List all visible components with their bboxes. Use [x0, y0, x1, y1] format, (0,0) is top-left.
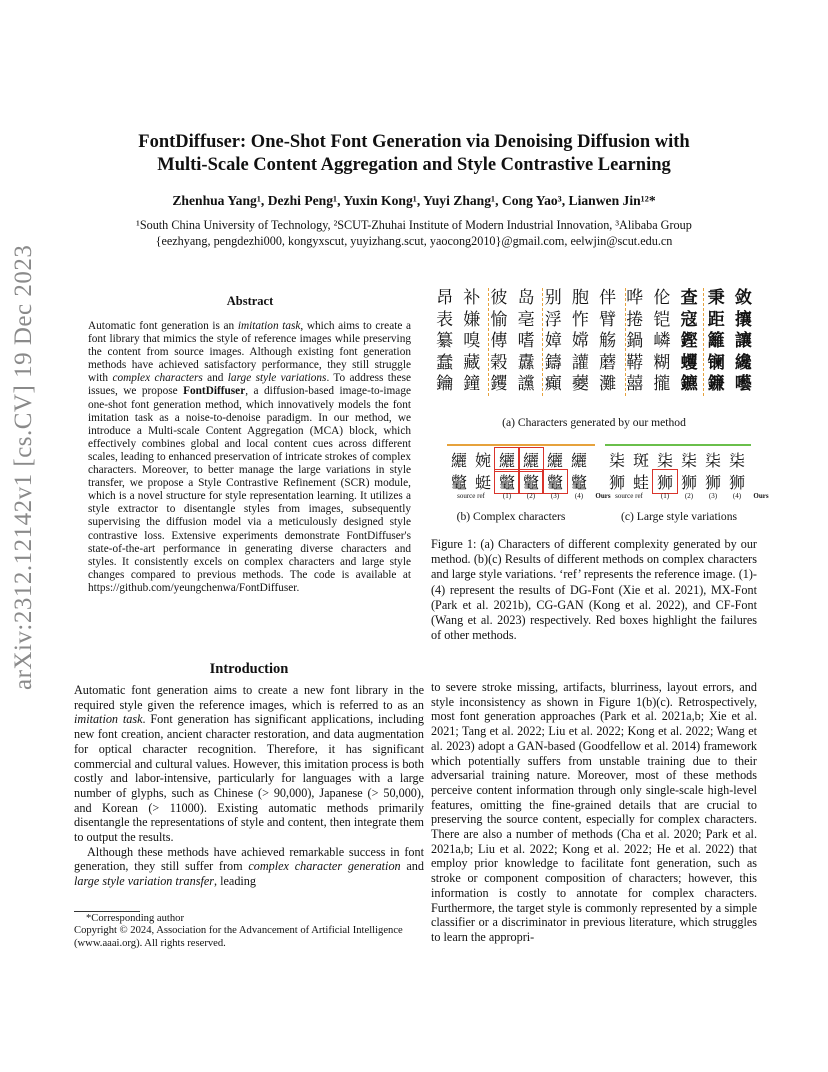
glyph: 彼	[490, 288, 508, 308]
glyph: 蛙	[632, 473, 649, 492]
column-label: (1)	[502, 492, 512, 500]
arxiv-id: arXiv:2312.12142v1 [cs.CV] 19 Dec 2023	[10, 244, 37, 690]
glyph: 囍	[626, 374, 644, 394]
glyph: 柒	[680, 451, 697, 470]
right-column-body: to severe stroke missing, artifacts, blurriness, layout errors, and style inconsistency as shown in Figure 1(b)(c). Retrospectively, most font generation approaches (Park et al. 2021a,b; Xie et al. 2021; Tang et al. 2022; Liu et al. 2022; Kong et al. 2022; Wang et al. 2023) adopt a GAN-based (Goodfellow et al. 2014) framework which potentially suffers from unstable training due to their adversarial training nature. Moreover, most of these methods perceive content information through only single-scale high-level features, omitting the fine-grained details that are crucial to preserving the source content, especially for complex characters. There are also a number of methods (Cha et al. 2020; Park et al. 2021a,b; Liu et al. 2022; Kong et al. 2022; He et al. 2022) that employ prior knowledge to facilitate font generation, such as stroke or component composition of characters; however, this information is costly to annotate for complex characters. Furthermore, the target style is commonly represented by a simple classifier or a discriminator in previous literature, which struggles to learn the appropri-	[431, 680, 757, 944]
column-label: (2)	[526, 492, 536, 500]
glyph: 纚	[570, 451, 587, 470]
large-row-1	[605, 448, 749, 471]
glyph: 榖	[490, 352, 508, 373]
glyph: 敛	[734, 288, 752, 308]
glyph: 鏗	[680, 331, 698, 351]
complex-labels	[447, 492, 615, 500]
intro-paragraph-1: Automatic font generation aims to create a new font library in the required style given the reference images, which is referred to as an imitation task. Font generation has significant applications, including new font creation, ancient character restoration, and data augmentation for optical character recognition. Therefore, it has significant commercial and cultural values. However, this imitation process is both costly and labor-intensive, particularly for languages with a large number of glyphs, such as Chinese (> 90,000), Japanese (> 50,000), and Korean (> 11000). Existing automatic methods primarily disentangle the representations of style and content, then integrate them to output the results.	[74, 683, 424, 845]
corresponding-author-note: *Corresponding author	[86, 913, 184, 924]
glyph: 补	[463, 288, 481, 308]
glyph: 傳	[490, 331, 508, 351]
column-label: source ref	[457, 492, 485, 500]
glyph: 浮	[544, 309, 562, 330]
glyph: 嗜	[517, 331, 535, 351]
glyph: 狮	[680, 473, 697, 492]
glyph: 伴	[599, 288, 617, 308]
glyph: 龞	[495, 470, 519, 493]
glyph: 纚	[495, 448, 519, 471]
glyph: 昂	[436, 288, 454, 308]
caption-a: (a) Characters generated by our method	[502, 416, 686, 429]
column-label: (1)	[660, 492, 670, 500]
glyph: 纚	[450, 451, 467, 470]
glyph: 鞯	[626, 352, 644, 373]
glyph: 胞	[571, 288, 589, 308]
glyph: 斑	[632, 451, 649, 470]
column-label: Ours	[595, 492, 611, 500]
glyph: 愉	[490, 309, 508, 330]
figure-1-caption: Figure 1: (a) Characters of different complexity generated by our method. (b)(c) Results of different methods on complex characters and large style variations. ‘ref’ represents the reference image. (1)-(4) represent the results of DG-Font (Xie et al. 2021), MX-Font (Park et al. 2021b), CG-GAN (Kong et al. 2022), and CF-Font (Wang et al. 2023) respectively. Red boxes highlight the failures of other methods.	[431, 537, 757, 643]
authors: Zhenhua Yang¹, Dezhi Peng¹, Yuxin Kong¹, Yuyi Zhang¹, Cong Yao³, Lianwen Jin¹²*	[172, 193, 656, 208]
glyph: 铠	[653, 309, 671, 330]
emails: {eezhyang, pengdezhi000, kongyxscut, yuyizhang.scut, yaocong2010}@gmail.com, eelwjin@scut.edu.cn	[155, 234, 673, 248]
glyph: 婉	[474, 451, 491, 470]
complex-row-2	[447, 470, 591, 493]
glyph: 蜓	[474, 473, 491, 492]
glyph: 龞	[450, 473, 467, 492]
glyph: 嶙	[653, 331, 671, 351]
divider	[488, 288, 489, 396]
glyph: 籬	[707, 331, 725, 351]
glyph: 蠼	[680, 352, 698, 373]
glyph: 距	[707, 309, 725, 330]
glyph: 攘	[734, 309, 752, 330]
copyright-note: Copyright © 2024, Association for the Advancement of Artificial Intelligence (www.aaai.org). All rights reserved.	[74, 925, 403, 949]
glyph: 囈	[734, 374, 752, 394]
large-labels	[605, 492, 773, 500]
glyph: 岛	[517, 288, 535, 308]
glyph: 虁	[571, 374, 589, 394]
glyph: 藏	[463, 352, 481, 373]
glyph: 嫌	[463, 309, 481, 330]
column-label: source ref	[615, 492, 643, 500]
glyph: 纚	[519, 448, 543, 471]
glyph: 纔	[734, 352, 752, 373]
glyph: 龞	[519, 470, 543, 493]
footnote-rule	[74, 911, 140, 912]
complex-row-1	[447, 448, 591, 471]
glyph: 钁	[490, 374, 508, 394]
column-label: (3)	[550, 492, 560, 500]
glyph: 狮	[728, 473, 745, 492]
divider	[703, 288, 704, 396]
glyph: 癲	[544, 374, 562, 394]
column-label: (2)	[684, 492, 694, 500]
intro-paragraph-2: Although these methods have achieved remarkable success in font generation, they still suffer from complex character generation and large style variation transfer, leading	[74, 844, 424, 889]
abstract-heading: Abstract	[226, 294, 274, 308]
divider	[625, 288, 626, 396]
title-line-2: Multi-Scale Content Aggregation and Style Contrastive Learning	[157, 155, 671, 175]
glyph: 狮	[653, 470, 677, 493]
glyph: 捲	[626, 309, 644, 330]
glyph: 狮	[704, 473, 721, 492]
introduction-body	[74, 683, 424, 889]
glyph: 鍋	[626, 331, 644, 351]
glyph: 纚	[546, 451, 563, 470]
glyph: 嫦	[571, 331, 589, 351]
glyph: 讓	[734, 331, 752, 351]
glyph: 伦	[653, 288, 671, 308]
glyph: 龞	[570, 473, 587, 492]
column-label: (3)	[708, 492, 718, 500]
introduction-heading: Introduction	[209, 661, 289, 677]
glyph: 嗅	[463, 331, 481, 351]
glyph: 纂	[436, 331, 454, 351]
title-line-1: FontDiffuser: One-Shot Font Generation via Denoising Diffusion with	[138, 132, 690, 152]
glyph: 怍	[571, 309, 589, 330]
glyph: 嫜	[544, 331, 562, 351]
glyph: 纛	[517, 352, 535, 373]
glyph: 别	[544, 288, 562, 308]
footnote	[74, 913, 424, 950]
figure-1	[431, 286, 769, 526]
glyph: 臂	[599, 309, 617, 330]
glyph: 蠢	[436, 352, 454, 373]
glyph: 寇	[680, 309, 698, 330]
glyph: 鐘	[463, 374, 481, 394]
abstract-body: Automatic font generation is an imitation task, which aims to create a font library that mimics the style of reference images while preserving the content from source images. Although existing font generation methods have achieved satisfactory performance, they still struggle with complex characters and large style variations. To address these issues, we propose FontDiffuser, a diffusion-based image-to-image one-shot font generation method, which innovatively models the font imitation task as a noise-to-denoise paradigm. In our method, we introduce a Multi-scale Content Aggregation (MCA) block, which effectively combines global and local content cues across different scales, leading to enhanced preservation of intricate strokes of complex characters. Moreover, to better manage the large variations in style transfer, we propose a Style Contrastive Refinement (SCR) module, which is a novel structure for style representation learning. It utilizes a style extractor to disentangle styles from images, subsequently supervising the diffusion model via a meticulously designed style contrastive loss. Extensive experiments demonstrate FontDiffuser's state-of-the-art performance in generating diverse characters and styles. It consistently excels on complex characters and large style changes compared to previous methods. The code is available at https://github.com/yeungchenwa/FontDiffuser.	[88, 320, 411, 594]
glyph: 鑰	[436, 374, 454, 394]
glyph: 狮	[608, 473, 625, 492]
glyph: 柒	[608, 451, 625, 470]
glyph: 鐮	[707, 374, 725, 394]
glyph: 哗	[626, 288, 644, 308]
column-label: (4)	[732, 492, 742, 500]
glyph: 秉	[707, 288, 725, 308]
glyph: 查	[680, 288, 698, 308]
paper-title	[90, 131, 738, 177]
generated-characters-grid	[431, 288, 757, 396]
column-label: (4)	[574, 492, 584, 500]
large-row-2	[605, 470, 749, 493]
affiliations: ¹South China University of Technology, ²SCUT-Zhuhai Institute of Modern Industrial Innovation, ³Alibaba Group	[136, 218, 692, 232]
glyph: 表	[436, 309, 454, 330]
glyph: 柒	[656, 451, 673, 470]
glyph: 鑄	[544, 352, 562, 373]
glyph: 柒	[704, 451, 721, 470]
glyph: 灘	[599, 374, 617, 394]
divider	[542, 288, 543, 396]
column-label: Ours	[753, 492, 769, 500]
glyph: 柒	[728, 451, 745, 470]
caption-c: (c) Large style variations	[621, 510, 737, 523]
caption-b: (b) Complex characters	[456, 510, 566, 523]
glyph: 讙	[571, 352, 589, 373]
glyph: 亳	[517, 309, 535, 330]
glyph: 讜	[517, 374, 535, 394]
glyph: 龞	[543, 470, 567, 493]
glyph: 糊	[653, 352, 671, 373]
glyph: 攏	[653, 374, 671, 394]
glyph: 镧	[707, 352, 725, 373]
glyph: 鑣	[680, 374, 698, 394]
glyph: 蘑	[599, 352, 617, 373]
glyph: 觞	[599, 331, 617, 351]
